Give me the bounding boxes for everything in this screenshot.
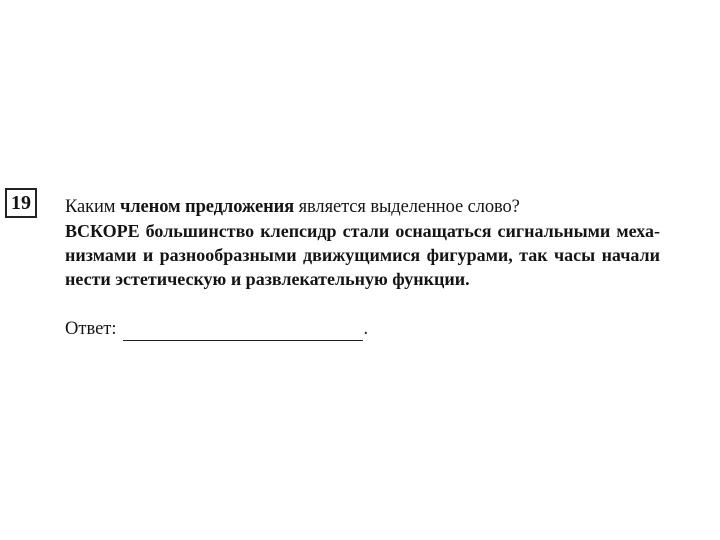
answer-label: Ответ:: [65, 319, 117, 339]
question-block: [65, 195, 660, 291]
answer-end: .: [363, 319, 369, 339]
answer-row: [65, 317, 368, 341]
question-text-bold: членом предложения: [119, 197, 295, 217]
task-number: 19: [11, 192, 31, 214]
question-text-part3: является выделенное слово?: [294, 197, 520, 217]
task-number-box: [5, 188, 37, 218]
answer-field[interactable]: [123, 323, 363, 341]
question-text-part1: Каким: [65, 197, 120, 217]
task-sentence: ВСКОРЕ большинство клепсидр стали оснащаться сигнальными меха-низмами и разнообразными движущимися фигурами, так часы начали нести эстетическую и развлекательную функции.: [65, 221, 660, 289]
question-text: [65, 195, 660, 219]
